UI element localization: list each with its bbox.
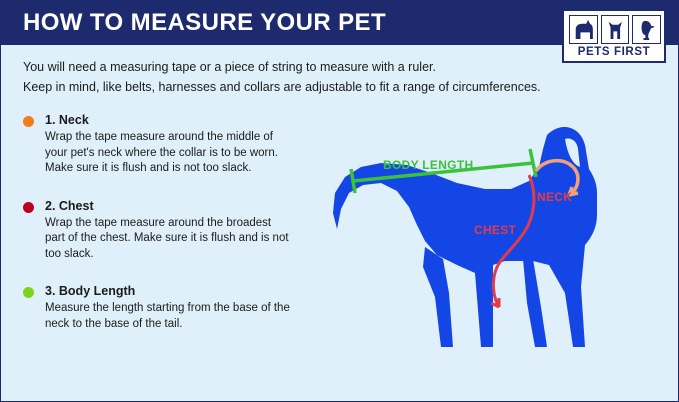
step-chest (23, 199, 293, 263)
page-title: HOW TO MEASURE YOUR PET (23, 9, 387, 36)
label-neck: NECK (537, 190, 573, 204)
dog-rear-leg (423, 247, 453, 347)
dog-front-leg (523, 259, 547, 347)
brand-logo (562, 9, 666, 63)
bullet-dot-body-length (23, 287, 34, 298)
step-neck (23, 113, 293, 177)
step-body-chest: Wrap the tape measure around the broadest part of the chest. Make sure it is flush and is not too slack. (45, 216, 289, 260)
bird-silhouette-icon (632, 15, 661, 44)
dog-illustration (297, 97, 669, 393)
logo-panels (569, 15, 661, 44)
dog-measurement-diagram (297, 97, 669, 393)
bullet-dot-chest (23, 202, 34, 213)
label-body-length: BODY LENGTH (383, 158, 474, 172)
cat-silhouette-icon (601, 15, 630, 44)
dog-silhouette-icon (569, 15, 598, 44)
step-body-body-length: Measure the length starting from the base of the neck to the base of the tail. (45, 302, 290, 330)
steps-list (23, 113, 293, 354)
intro-text (23, 57, 623, 97)
step-title-neck: 1. Neck (45, 113, 89, 127)
label-chest: CHEST (474, 223, 517, 237)
step-title-chest: 2. Chest (45, 198, 94, 213)
intro-line-1: You will need a measuring tape or a piece of string to measure with a ruler. (23, 60, 436, 74)
intro-line-2: Keep in mind, like belts, harnesses and collars are adjustable to fit a range of circumferences. (23, 80, 541, 94)
logo-text: PETS FIRST (577, 46, 651, 58)
step-title-body-length: 3. Body Length (45, 284, 136, 298)
bullet-dot-neck (23, 116, 34, 127)
step-body-neck: Wrap the tape measure around the middle of your pet's neck where the collar is to be worn. Make sure it is flush and is not too slack. (45, 131, 278, 174)
step-body-length (23, 284, 293, 332)
